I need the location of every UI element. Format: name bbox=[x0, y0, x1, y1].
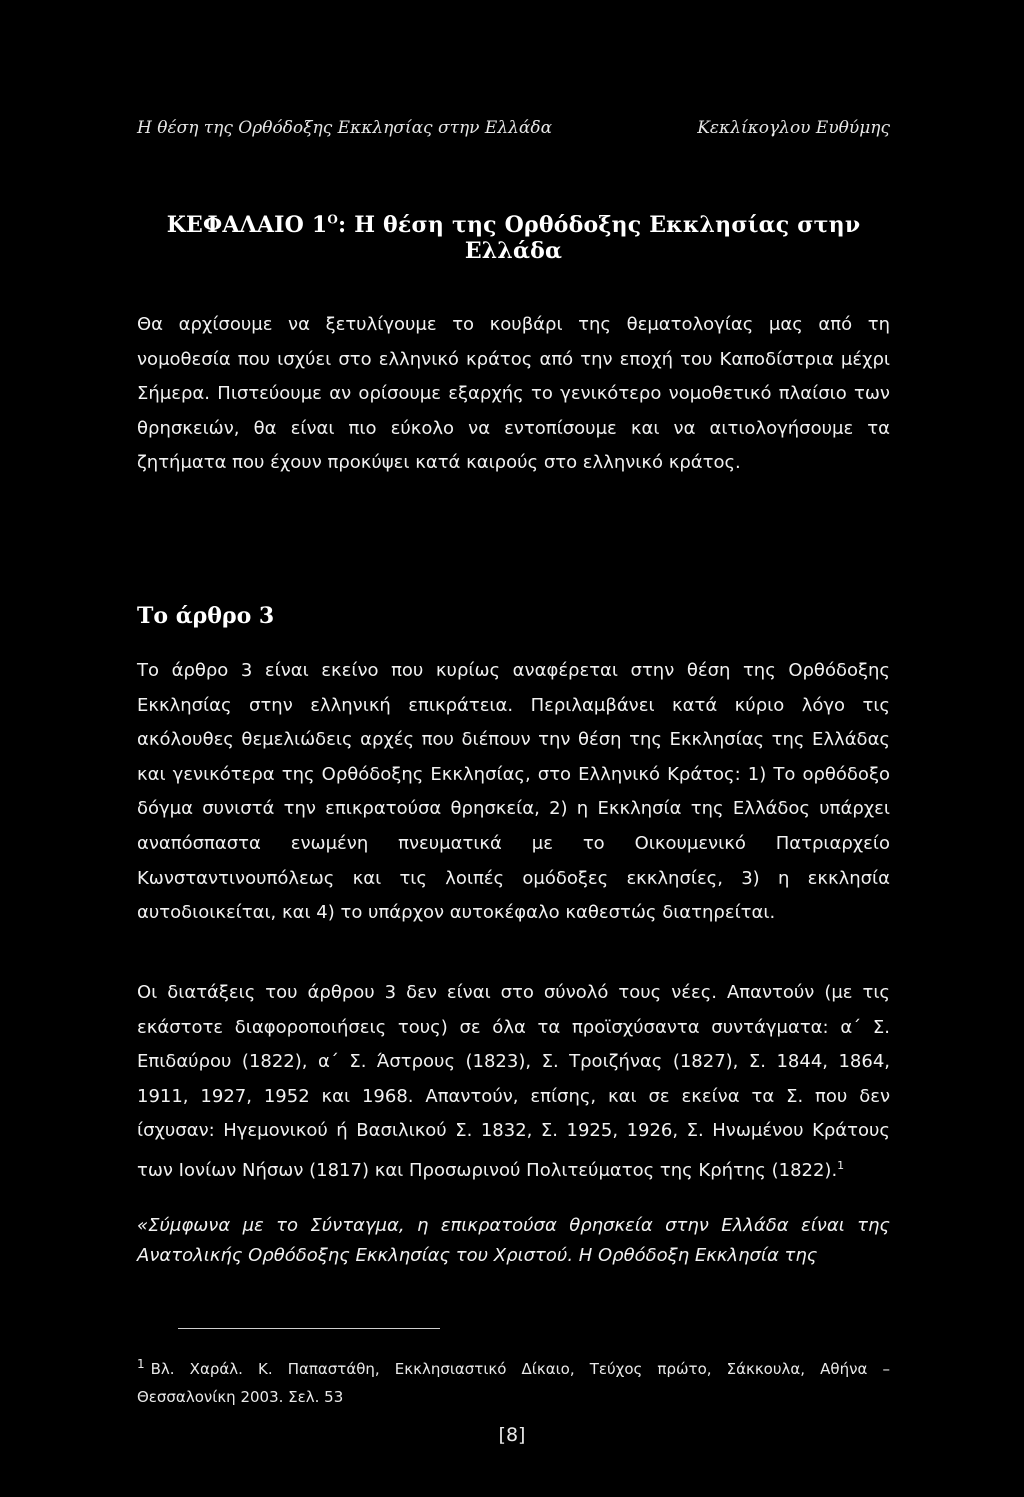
article-paragraph-1: Το άρθρο 3 είναι εκείνο που κυρίως αναφέρεται στην θέση της Ορθόδοξης Εκκλησίας στην ελληνική επικράτεια. Περιλαμβάνει κατά κύριο λόγο τις ακόλουθες θεμελιώδεις αρχές που διέπουν την θέση της Εκκλησίας της Ελλάδας και γενικότερα της Ορθόδοξης Εκκλησίας, στο Ελληνικό Κράτος: 1) Το ορθόδοξο δόγμα συνιστά την επικρατούσα θρησκεία, 2) η Εκκλησία της Ελλάδος υπάρχει αναπόσπαστα ενωμένη πνευματικά με το Οικουμενικό Πατριαρχείο Κωνσταντινουπόλεως και τις λοιπές ομόδοξες εκκλησίες, 3) η εκκλησία αυτοδιοικείται, και 4) το υπάρχον αυτοκέφαλο καθεστώς διατηρείται. bbox=[137, 660, 890, 924]
footnote-divider bbox=[178, 1328, 440, 1329]
chapter-prefix: ΚΕΦΑΛΑΙΟ 1 bbox=[166, 212, 328, 238]
chapter-title-text: : Η θέση της Ορθόδοξης Εκκλησίας στην Ελλάδα bbox=[338, 212, 861, 264]
page-number: [8] bbox=[498, 1424, 526, 1446]
constitution-quote: «Σύμφωνα με το Σύνταγμα, η επικρατούσα θρησκεία στην Ελλάδα είναι της Ανατολικής Ορθόδοξης Εκκλησίας του Χριστού. Η Ορθόδοξη Εκκλησία της bbox=[137, 1215, 890, 1266]
article-paragraph-2-text: Οι διατάξεις του άρθρου 3 δεν είναι στο σύνολό τους νέες. Απαντούν (με τις εκάστοτε διαφοροποιήσεις τους) σε όλα τα προϊσχύσαντα συντάγματα: α΄ Σ. Επιδαύρου (1822), α΄ Σ. Άστρους (1823), Σ. Τροιζήνας (1827), Σ. 1844, 1864, 1911, 1927, 1952 και 1968. Απαντούν, επίσης, και σε εκείνα τα Σ. που δεν ίσχυσαν: Ηγεμονικού ή Βασιλικού Σ. 1832, Σ. 1925, 1926, Σ. Ηνωμένου Κράτους των Ιονίων Νήσων (1817) και Προσωρινού Πολιτεύματος της Κρήτης (1822). bbox=[137, 982, 890, 1181]
running-header bbox=[137, 118, 890, 138]
footnote-mark: 1 bbox=[137, 1357, 145, 1371]
header-title: Η θέση της Ορθόδοξης Εκκλησίας στην Ελλάδα bbox=[137, 118, 553, 138]
chapter-superscript: Ο bbox=[327, 212, 339, 227]
chapter-title bbox=[137, 212, 890, 264]
section-title: Το άρθρο 3 bbox=[137, 603, 275, 629]
footnote-text: Βλ. Χαράλ. Κ. Παπαστάθη, Εκκλησιαστικό Δίκαιο, Τεύχος πρώτο, Σάκκουλα, Αθήνα – Θεσσαλονίκη 2003. Σελ. 53 bbox=[137, 1360, 890, 1406]
footnote-reference[interactable]: 1 bbox=[837, 1158, 845, 1172]
intro-paragraph: Θα αρχίσουμε να ξετυλίγουμε το κουβάρι της θεματολογίας μας από τη νομοθεσία που ισχύει στο ελληνικό κράτος από την εποχή του Καποδίστρια μέχρι Σήμερα. Πιστεύουμε αν ορίσουμε εξαρχής το γενικότερο νομοθετικό πλαίσιο των θρησκειών, θα είναι πιο εύκολο να εντοπίσουμε και να αιτιολογήσουμε τα ζητήματα που έχουν προκύψει κατά καιρούς στο ελληνικό κράτος. bbox=[137, 314, 890, 473]
footnote bbox=[137, 1350, 890, 1411]
article-paragraph-2 bbox=[137, 976, 890, 1189]
header-author: Κεκλίκογλου Ευθύμης bbox=[697, 118, 890, 138]
